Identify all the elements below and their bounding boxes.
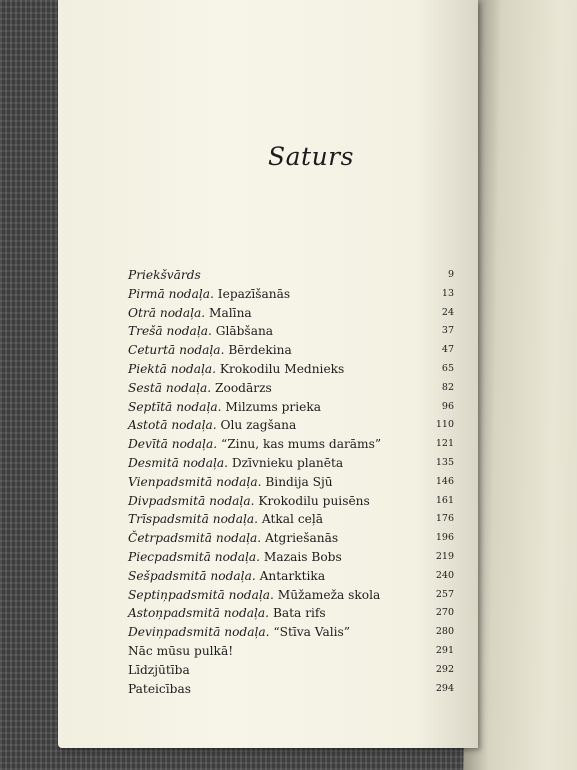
chapter-number: Vienpadsmitā nodaļa.: [128, 474, 262, 489]
toc-entry: [128, 529, 456, 548]
chapter-title: Krokodilu Mednieks: [219, 361, 345, 376]
toc-entry: [128, 548, 456, 567]
toc-entry: [128, 492, 456, 511]
chapter-number: Septiņpadsmitā nodaļa.: [128, 587, 274, 602]
toc-entry-label: [128, 606, 326, 620]
table-of-contents: [128, 266, 456, 698]
toc-entry: [128, 680, 456, 699]
chapter-title: Krokodilu puisēns: [258, 493, 370, 508]
chapter-title: “Zinu, kas mums darāms”: [220, 437, 382, 452]
chapter-number: Deviņpadsmitā nodaļa.: [128, 625, 270, 640]
toc-entry-label: [128, 400, 321, 414]
toc-entry-label: [128, 550, 342, 564]
toc-entry: [128, 604, 456, 623]
chapter-number: Desmitā nodaļa.: [128, 455, 229, 470]
toc-entry: [128, 661, 456, 680]
toc-entry: [128, 322, 456, 341]
page-number: 294: [435, 682, 454, 694]
page-number: 270: [435, 607, 454, 619]
chapter-number: Devītā nodaļa.: [128, 437, 218, 452]
chapter-title: Glābšana: [215, 324, 274, 339]
chapter-number: Astoņpadsmitā nodaļa.: [128, 606, 270, 621]
page-number: 196: [435, 532, 454, 544]
page-number: 110: [435, 419, 454, 431]
chapter-title: Bērdekina: [228, 343, 292, 358]
page-number: 292: [435, 663, 454, 675]
chapter-number: Septītā nodaļa.: [128, 399, 222, 414]
chapter-title: Dzīvnieku planēta: [231, 455, 344, 470]
page-number: 24: [441, 306, 454, 318]
page-number: 176: [435, 513, 454, 525]
chapter-title: Mazais Bobs: [263, 549, 342, 564]
toc-entry: [128, 454, 456, 473]
chapter-title: Nāc mūsu pulkā!: [128, 643, 234, 658]
chapter-title: Līdzjūtība: [128, 662, 190, 677]
chapter-number: Četrpadsmitā nodaļa.: [128, 531, 262, 546]
page-number: 280: [435, 626, 454, 638]
chapter-number: Sešpadsmitā nodaļa.: [128, 568, 256, 583]
chapter-number: Ceturtā nodaļa.: [128, 343, 225, 358]
chapter-title: Olu zagšana: [220, 418, 297, 433]
toc-entry-label: [128, 475, 333, 489]
chapter-number: Priekšvārds: [128, 268, 201, 282]
page-number: 219: [435, 550, 454, 562]
page-number: 291: [435, 644, 454, 656]
toc-entry: [128, 435, 456, 454]
right-page-edge: [463, 0, 577, 770]
chapter-title: “Stīva Valis”: [273, 625, 351, 640]
toc-entry: [128, 623, 456, 642]
chapter-title: Pateicības: [128, 681, 191, 696]
toc-entry-label: [128, 362, 344, 376]
toc-entry-label: [128, 512, 323, 526]
toc-entry-label: [128, 324, 273, 338]
chapter-title: Bindija Sjū: [265, 474, 333, 489]
chapter-number: Otrā nodaļa.: [128, 305, 206, 320]
chapter-title: Mūžameža skola: [277, 587, 381, 602]
toc-entry-label: [128, 531, 338, 545]
toc-entry: [128, 567, 456, 586]
toc-entry: [128, 642, 456, 661]
toc-entry-label: [128, 306, 252, 320]
page-number: 135: [435, 456, 454, 468]
page-number: 82: [441, 381, 454, 393]
chapter-number: Trīspadsmitā nodaļa.: [128, 512, 259, 527]
page-number: 37: [441, 325, 454, 337]
toc-entry-label: [128, 268, 201, 282]
chapter-title: Bata rifs: [272, 606, 326, 621]
chapter-title: Zoodārzs: [215, 380, 272, 395]
chapter-number: Trešā nodaļa.: [128, 324, 212, 339]
toc-entry: [128, 266, 456, 285]
page-number: 65: [441, 362, 454, 374]
chapter-title: Milzums prieka: [225, 399, 321, 414]
toc-entry-label: [128, 569, 325, 583]
page-number: 96: [441, 400, 454, 412]
chapter-title: Atgriešanās: [265, 531, 339, 546]
toc-entry: [128, 360, 456, 379]
toc-entry-label: [128, 343, 292, 357]
chapter-number: Piektā nodaļa.: [128, 361, 217, 376]
chapter-title: Iepazīšanās: [217, 286, 291, 301]
page-number: 240: [435, 569, 454, 581]
toc-entry: [128, 304, 456, 323]
chapter-number: Piecpadsmitā nodaļa.: [128, 549, 261, 564]
chapter-number: Sestā nodaļa.: [128, 380, 212, 395]
toc-entry-label: [128, 644, 233, 658]
toc-entry-label: [128, 418, 296, 432]
page-number: 257: [435, 588, 454, 600]
toc-entry-label: [128, 494, 370, 508]
toc-entry-label: [128, 381, 272, 395]
chapter-number: Astotā nodaļa.: [128, 418, 217, 433]
chapter-title: Malīna: [209, 305, 252, 320]
toc-entry: [128, 341, 456, 360]
toc-entry-label: [128, 437, 381, 451]
page-number: 161: [435, 494, 454, 506]
toc-entry: [128, 416, 456, 435]
chapter-title: Antarktika: [259, 568, 326, 583]
toc-entry-label: [128, 456, 343, 470]
page-number: 9: [447, 269, 454, 280]
toc-entry: [128, 510, 456, 529]
chapter-number: Divpadsmitā nodaļa.: [128, 493, 255, 508]
page-number: 121: [435, 438, 454, 450]
toc-entry-label: [128, 682, 191, 696]
toc-entry: [128, 586, 456, 605]
toc-entry: [128, 379, 456, 398]
chapter-number: Pirmā nodaļa.: [128, 286, 214, 301]
page-number: 13: [441, 287, 454, 299]
page-title: Saturs: [268, 142, 354, 171]
toc-entry: [128, 285, 456, 304]
toc-entry-label: [128, 287, 290, 301]
toc-entry: [128, 398, 456, 417]
toc-entry: [128, 473, 456, 492]
page-number: 47: [441, 344, 454, 356]
toc-entry-label: [128, 625, 350, 639]
chapter-title: Atkal ceļā: [261, 512, 324, 527]
toc-entry-label: [128, 663, 190, 677]
toc-entry-label: [128, 588, 380, 602]
page-number: 146: [435, 475, 454, 487]
